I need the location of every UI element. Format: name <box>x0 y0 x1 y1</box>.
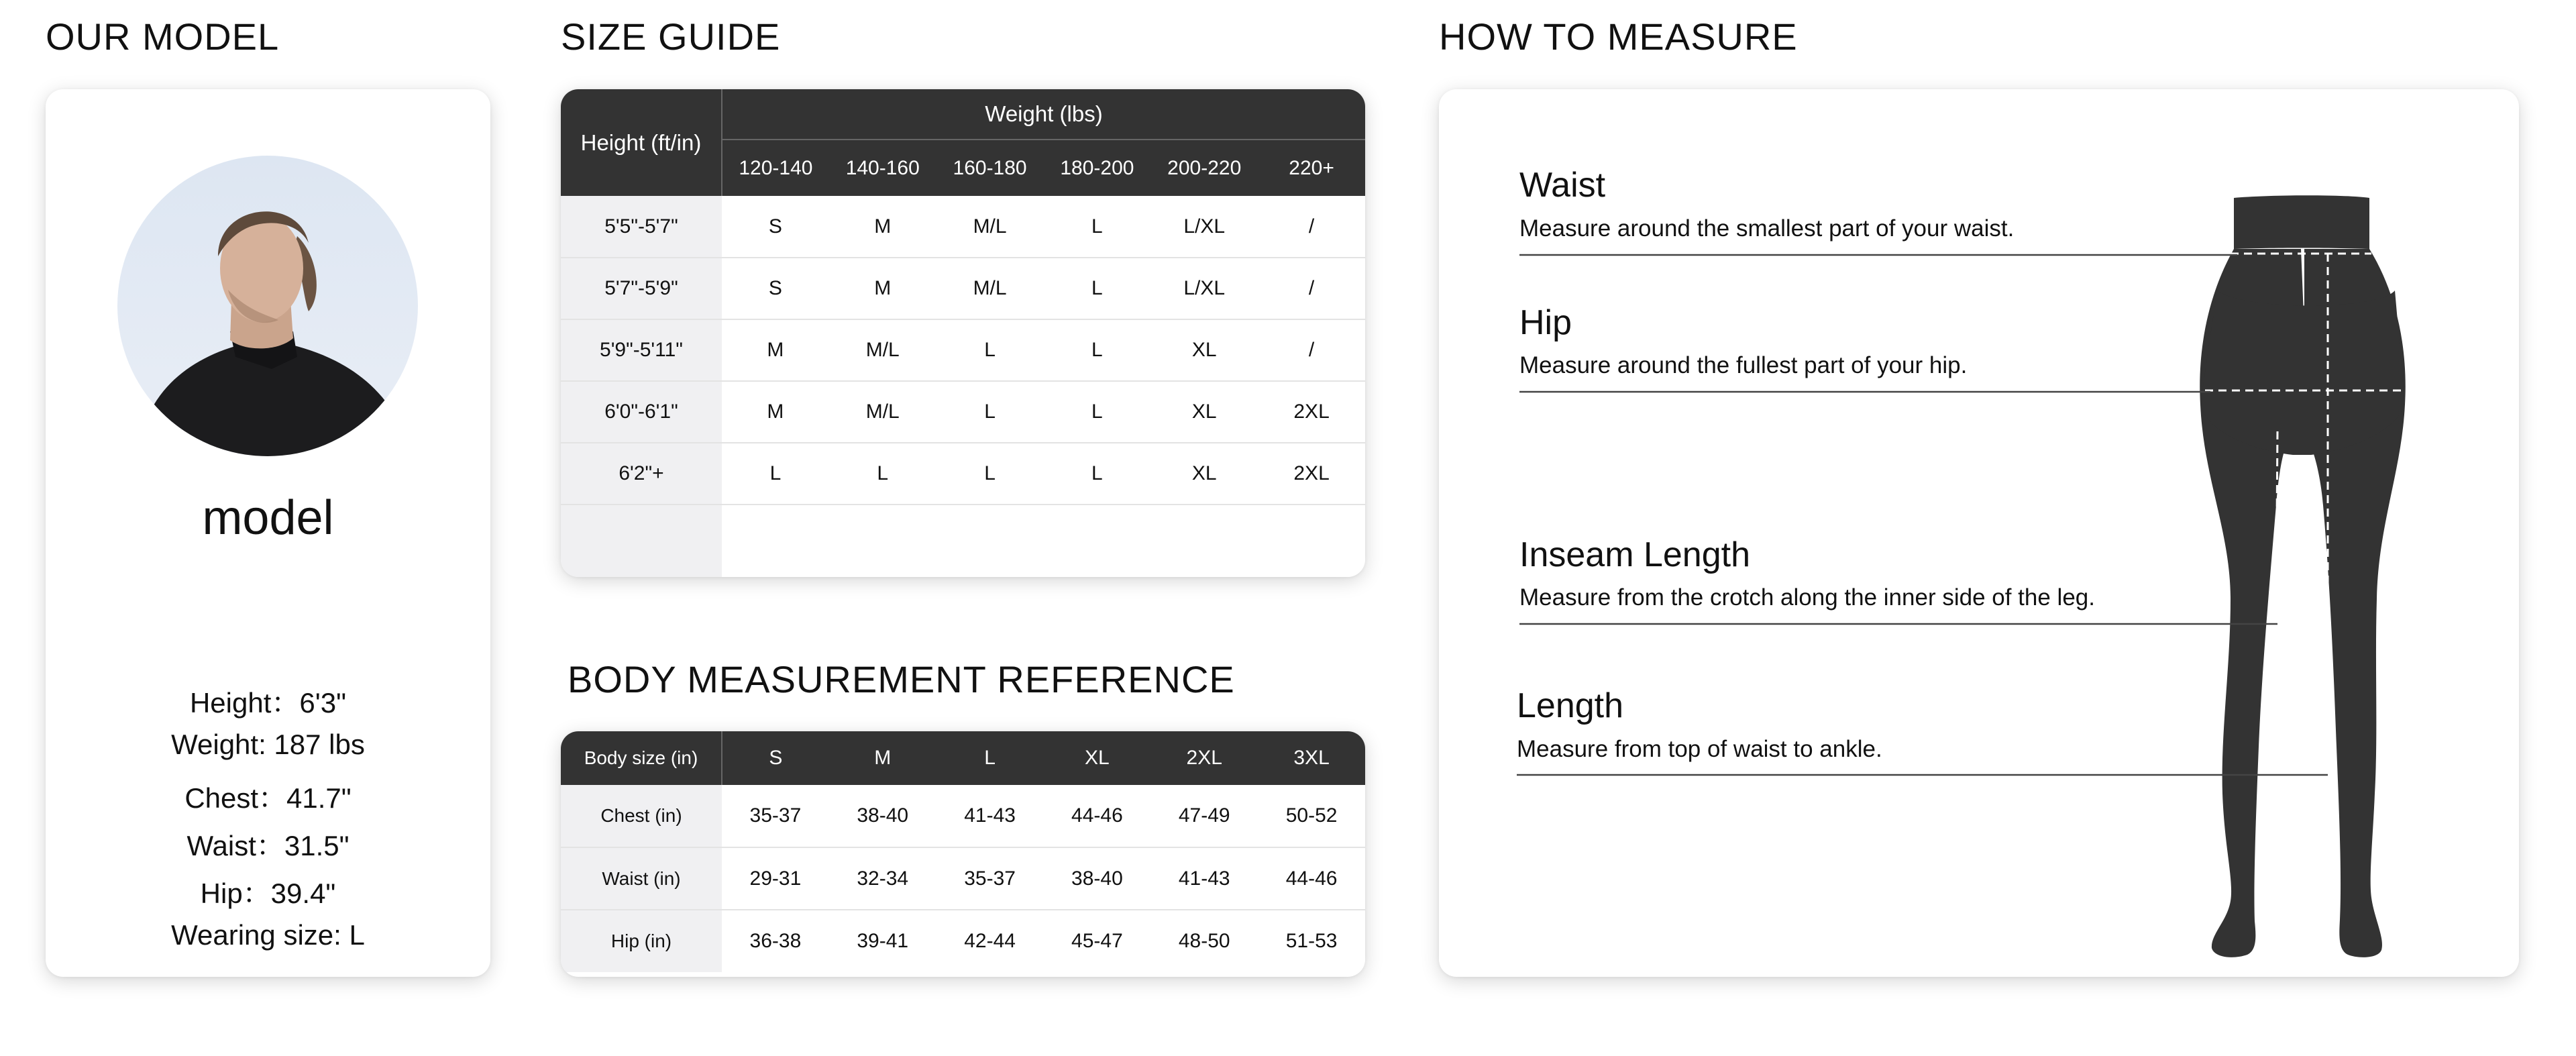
height-range: 5'5"-5'7" <box>561 196 722 258</box>
size-cell: M/L <box>936 196 1044 258</box>
model-hip: Hip：39.4" <box>200 878 336 909</box>
model-section-title: OUR MODEL <box>46 15 280 58</box>
size-cell: L <box>936 319 1044 381</box>
size-cell: L <box>1043 319 1150 381</box>
size-cell: M <box>722 319 829 381</box>
waist-title: Waist <box>1519 166 1606 205</box>
size-cell: M <box>829 196 936 258</box>
size-header: L <box>936 731 1044 785</box>
model-avatar <box>117 156 418 456</box>
size-cell: L <box>1043 443 1150 505</box>
weight-column-header: Weight (lbs) <box>722 89 1365 140</box>
measurement-cell: 42-44 <box>936 910 1044 972</box>
table-filler-row <box>561 505 1365 577</box>
measurement-cell: 51-53 <box>1258 910 1365 972</box>
body-reference-title: BODY MEASUREMENT REFERENCE <box>568 658 1235 700</box>
measurement-cell: 45-47 <box>1043 910 1150 972</box>
size-cell: L/XL <box>1150 258 1258 319</box>
model-waist: Waist：31.5" <box>186 830 350 861</box>
measurement-cell: 35-37 <box>722 785 829 847</box>
weight-range-header: 200-220 <box>1150 140 1258 196</box>
size-cell: L <box>829 443 936 505</box>
size-cell: S <box>722 196 829 258</box>
size-header: XL <box>1043 731 1150 785</box>
measurement-cell: 29-31 <box>722 847 829 910</box>
size-cell: M <box>829 258 936 319</box>
size-cell: XL <box>1150 319 1258 381</box>
size-cell: 2XL <box>1258 381 1365 443</box>
waist-desc: Measure around the smallest part of your waist. <box>1519 215 2015 242</box>
how-to-measure-card <box>1439 89 2519 977</box>
length-desc: Measure from top of waist to ankle. <box>1517 736 1882 762</box>
measurement-cell: 32-34 <box>829 847 936 910</box>
size-cell: M <box>722 381 829 443</box>
measurement-cell: 36-38 <box>722 910 829 972</box>
size-cell: / <box>1258 258 1365 319</box>
measurement-cell: 38-40 <box>1043 847 1150 910</box>
measurement-cell: 41-43 <box>936 785 1044 847</box>
size-cell: XL <box>1150 381 1258 443</box>
length-title: Length <box>1517 686 1624 725</box>
table-row <box>561 910 1365 972</box>
table-row <box>561 847 1365 910</box>
table-row <box>561 381 1365 443</box>
measurement-cell: 44-46 <box>1258 847 1365 910</box>
size-cell: XL <box>1150 443 1258 505</box>
size-cell: L <box>1043 258 1150 319</box>
body-size-header: Body size (in) <box>561 731 722 785</box>
height-column-header: Height (ft/in) <box>561 89 722 196</box>
body-reference-table <box>561 731 1365 972</box>
size-header: 3XL <box>1258 731 1365 785</box>
measurement-cell: 50-52 <box>1258 785 1365 847</box>
model-card <box>46 89 490 977</box>
model-wearing-size: Wearing size: L <box>171 919 365 951</box>
measurement-label: Waist (in) <box>561 847 722 910</box>
table-row <box>561 443 1365 505</box>
how-to-measure-title: HOW TO MEASURE <box>1439 15 1798 58</box>
size-cell: L <box>1043 381 1150 443</box>
inseam-desc: Measure from the crotch along the inner side of the leg. <box>1519 584 2095 611</box>
weight-range-header: 220+ <box>1258 140 1365 196</box>
model-chest: Chest：41.7" <box>184 782 352 814</box>
measurement-cell: 44-46 <box>1043 785 1150 847</box>
size-cell: 2XL <box>1258 443 1365 505</box>
table-row <box>561 319 1365 381</box>
measurement-cell: 47-49 <box>1150 785 1258 847</box>
measurement-cell: 48-50 <box>1150 910 1258 972</box>
measurement-cell: 35-37 <box>936 847 1044 910</box>
size-header: S <box>722 731 829 785</box>
measurement-cell: 39-41 <box>829 910 936 972</box>
table-row <box>561 258 1365 319</box>
measurement-cell: 41-43 <box>1150 847 1258 910</box>
size-guide-table <box>561 89 1365 577</box>
model-name: model <box>202 491 334 545</box>
size-cell: / <box>1258 319 1365 381</box>
size-header: M <box>829 731 936 785</box>
body-reference-card <box>561 731 1365 977</box>
inseam-title: Inseam Length <box>1519 535 1751 574</box>
height-range: 6'2"+ <box>561 443 722 505</box>
size-guide-title: SIZE GUIDE <box>561 15 781 58</box>
size-cell: L <box>722 443 829 505</box>
height-range: 6'0"-6'1" <box>561 381 722 443</box>
measurement-cell: 38-40 <box>829 785 936 847</box>
size-cell: M/L <box>936 258 1044 319</box>
model-weight: Weight: 187 lbs <box>171 729 365 760</box>
size-guide-card <box>561 89 1365 577</box>
size-header: 2XL <box>1150 731 1258 785</box>
model-photo <box>117 156 418 456</box>
model-height: Height：6'3" <box>189 687 347 719</box>
size-cell: S <box>722 258 829 319</box>
hip-title: Hip <box>1519 303 1572 342</box>
size-cell: L <box>936 381 1044 443</box>
height-range: 5'7"-5'9" <box>561 258 722 319</box>
size-cell: M/L <box>829 319 936 381</box>
weight-range-header: 140-160 <box>829 140 936 196</box>
hip-desc: Measure around the fullest part of your hip. <box>1519 352 1968 378</box>
size-cell: / <box>1258 196 1365 258</box>
size-cell: L <box>1043 196 1150 258</box>
height-range: 5'9"-5'11" <box>561 319 722 381</box>
table-row <box>561 196 1365 258</box>
weight-range-header: 120-140 <box>722 140 829 196</box>
weight-range-header: 180-200 <box>1043 140 1150 196</box>
size-cell: M/L <box>829 381 936 443</box>
weight-range-header: 160-180 <box>936 140 1044 196</box>
measurement-label: Chest (in) <box>561 785 722 847</box>
leggings-silhouette-icon <box>2200 195 2406 957</box>
table-row <box>561 785 1365 847</box>
size-cell: L/XL <box>1150 196 1258 258</box>
size-cell: L <box>936 443 1044 505</box>
measurement-label: Hip (in) <box>561 910 722 972</box>
